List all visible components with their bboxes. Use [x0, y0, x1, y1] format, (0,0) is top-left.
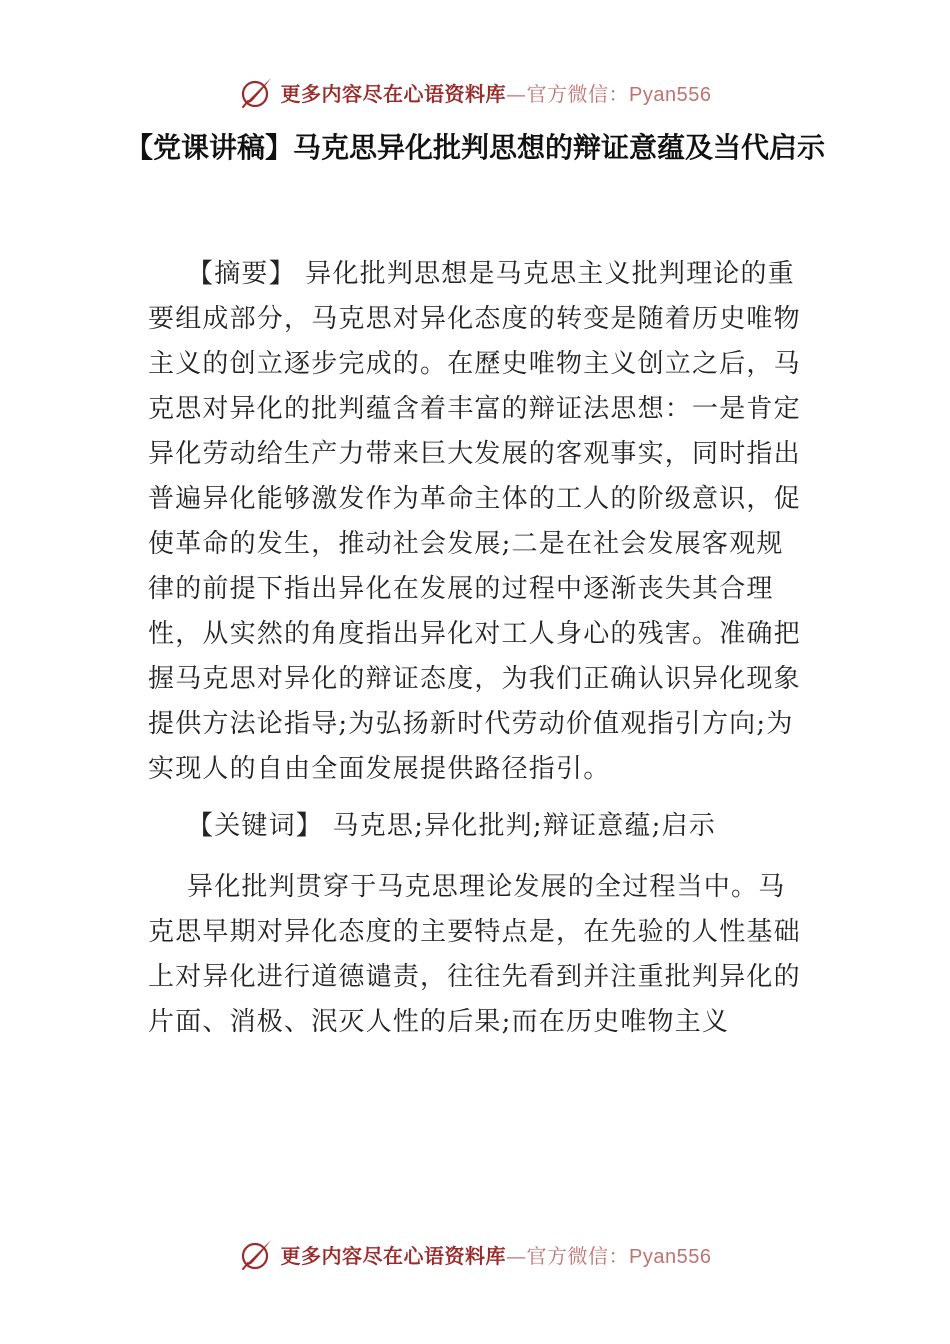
page-title: 【党课讲稿】马克思异化批判思想的辩证意蕴及当代启示	[124, 131, 825, 164]
quill-logo-icon	[239, 74, 275, 110]
footer-banner-sep: —官方微信：	[506, 1243, 630, 1268]
header-banner-id: Pyan556	[629, 83, 712, 106]
footer-banner-id: Pyan556	[629, 1245, 712, 1268]
keywords-paragraph	[148, 804, 808, 849]
keywords-text: 马克思;异化批判;辩证意蕴;启示	[332, 811, 716, 841]
body-paragraph: 异化批判贯穿于马克思理论发展的全过程当中。马克思早期对异化态度的主要特点是，在先验的人性基础上对异化进行道德谴责，往往先看到并注重批判异化的片面、消极、泯灭人性的后果;而在历史唯物主义	[148, 872, 801, 1037]
document-content	[148, 252, 808, 1045]
footer-banner	[0, 1232, 950, 1276]
abstract-text: 异化批判思想是马克思主义批判理论的重要组成部分，马克思对异化态度的转变是随着历史唯物主义的创立逐步完成的。在歷史唯物主义创立之后，马克思对异化的批判蕴含着丰富的辩证法思想：一是肯定异化劳动给生产力带来巨大发展的客观事实，同时指出普遍异化能够激发作为革命主体的工人的阶级意识，促使革命的发生，推动社会发展;二是在社会发展客观规律的前提下指出异化在发展的过程中逐渐丧失其合理性，从实然的角度指出异化对工人身心的残害。准确把握马克思对异化的辩证态度，为我们正确认识异化现象提供方法论指导;为弘扬新时代劳动价值观指引方向;为实现人的自由全面发展提供路径指引。	[148, 259, 801, 784]
keywords-label: 【关键词】	[187, 811, 324, 841]
header-banner	[0, 70, 950, 114]
header-banner-main: 更多内容尽在心语资料库	[280, 81, 507, 106]
abstract-paragraph	[148, 252, 808, 792]
footer-banner-main: 更多内容尽在心语资料库	[280, 1243, 507, 1268]
quill-logo-icon	[239, 1236, 275, 1272]
header-banner-sep: —官方微信：	[506, 81, 630, 106]
abstract-label: 【摘要】	[187, 259, 296, 289]
